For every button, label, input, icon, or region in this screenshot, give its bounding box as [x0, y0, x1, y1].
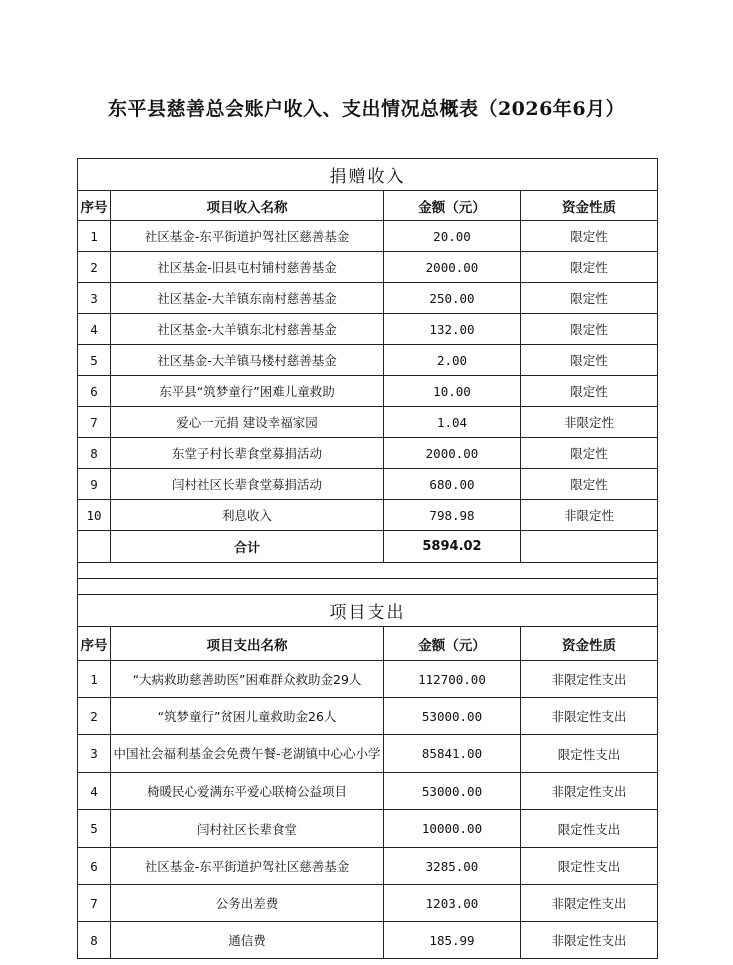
row-name: 东平县“筑梦童行”困难儿童救助 [111, 376, 384, 407]
expense-col-nature: 资金性质 [521, 627, 658, 661]
income-col-nature: 资金性质 [521, 191, 658, 221]
row-name: 利息收入 [111, 500, 384, 531]
expense-header-row [78, 627, 658, 661]
spacer-row [78, 563, 658, 579]
row-no: 6 [78, 848, 111, 885]
expense-row [78, 848, 658, 885]
row-nature: 限定性 [521, 345, 658, 376]
summary-table [77, 158, 658, 959]
row-name: 东堂子村长辈食堂募捐活动 [111, 438, 384, 469]
row-nature: 非限定性支出 [521, 698, 658, 735]
row-nature: 限定性 [521, 314, 658, 345]
income-row [78, 376, 658, 407]
row-nature: 非限定性支出 [521, 922, 658, 959]
row-name: 社区基金-大羊镇马楼村慈善基金 [111, 345, 384, 376]
row-nature: 非限定性 [521, 407, 658, 438]
row-no: 1 [78, 221, 111, 252]
income-row [78, 314, 658, 345]
row-amount: 2000.00 [384, 438, 521, 469]
row-nature: 限定性支出 [521, 810, 658, 848]
row-amount: 132.00 [384, 314, 521, 345]
row-name: “筑梦童行”贫困儿童救助金26人 [111, 698, 384, 735]
row-name: 闫村社区长辈食堂募捐活动 [111, 469, 384, 500]
row-nature: 限定性 [521, 438, 658, 469]
spacer-cell [78, 563, 658, 579]
expense-col-no: 序号 [78, 627, 111, 661]
row-no: 8 [78, 438, 111, 469]
row-name: 爱心一元捐 建设幸福家园 [111, 407, 384, 438]
row-name: 闫村社区长辈食堂 [111, 810, 384, 848]
expense-row [78, 773, 658, 810]
income-col-amount: 金额（元） [384, 191, 521, 221]
row-amount: 53000.00 [384, 773, 521, 810]
row-amount: 10.00 [384, 376, 521, 407]
expense-row [78, 810, 658, 848]
row-amount: 85841.00 [384, 735, 521, 773]
income-row [78, 407, 658, 438]
row-name: “大病救助慈善助医”困难群众救助金29人 [111, 661, 384, 698]
expense-row [78, 922, 658, 959]
row-no: 4 [78, 314, 111, 345]
expense-section-title: 项目支出 [78, 595, 658, 627]
row-no: 9 [78, 469, 111, 500]
expense-row [78, 885, 658, 922]
row-name: 社区基金-东平街道护驾社区慈善基金 [111, 848, 384, 885]
row-name: 公务出差费 [111, 885, 384, 922]
row-amount: 185.99 [384, 922, 521, 959]
row-amount: 798.98 [384, 500, 521, 531]
income-total-row [78, 531, 658, 563]
row-amount: 1203.00 [384, 885, 521, 922]
income-row [78, 221, 658, 252]
total-no-cell [78, 531, 111, 563]
row-amount: 2.00 [384, 345, 521, 376]
document-title: 东平县慈善总会账户收入、支出情况总概表（2026年6月） [107, 98, 626, 120]
income-section-title: 捐赠收入 [78, 159, 658, 191]
expense-col-name: 项目支出名称 [111, 627, 384, 661]
row-no: 4 [78, 773, 111, 810]
expense-col-amount: 金额（元） [384, 627, 521, 661]
expense-section-header [78, 595, 658, 627]
row-name: 社区基金-东平街道护驾社区慈善基金 [111, 221, 384, 252]
spacer-cell [78, 579, 658, 595]
row-no: 7 [78, 885, 111, 922]
row-amount: 112700.00 [384, 661, 521, 698]
row-name: 椅暖民心爱满东平爱心联椅公益项目 [111, 773, 384, 810]
row-no: 1 [78, 661, 111, 698]
income-row [78, 345, 658, 376]
income-header-row [78, 191, 658, 221]
income-row [78, 500, 658, 531]
row-nature: 限定性 [521, 283, 658, 314]
total-nature-cell [521, 531, 658, 563]
expense-row [78, 661, 658, 698]
row-no: 6 [78, 376, 111, 407]
income-row [78, 252, 658, 283]
row-nature: 非限定性 [521, 500, 658, 531]
row-amount: 1.04 [384, 407, 521, 438]
row-name: 社区基金-大羊镇东南村慈善基金 [111, 283, 384, 314]
row-name: 社区基金-大羊镇东北村慈善基金 [111, 314, 384, 345]
row-amount: 3285.00 [384, 848, 521, 885]
row-nature: 非限定性支出 [521, 661, 658, 698]
row-no: 2 [78, 252, 111, 283]
total-label: 合计 [111, 531, 384, 563]
income-col-name: 项目收入名称 [111, 191, 384, 221]
row-name: 通信费 [111, 922, 384, 959]
row-amount: 53000.00 [384, 698, 521, 735]
row-nature: 非限定性支出 [521, 773, 658, 810]
row-no: 2 [78, 698, 111, 735]
row-no: 10 [78, 500, 111, 531]
income-col-no: 序号 [78, 191, 111, 221]
row-no: 5 [78, 810, 111, 848]
income-row [78, 469, 658, 500]
row-nature: 限定性 [521, 221, 658, 252]
income-row [78, 438, 658, 469]
row-amount: 10000.00 [384, 810, 521, 848]
row-amount: 250.00 [384, 283, 521, 314]
row-nature: 限定性支出 [521, 848, 658, 885]
row-amount: 20.00 [384, 221, 521, 252]
row-amount: 680.00 [384, 469, 521, 500]
total-amount: 5894.02 [384, 531, 521, 563]
row-name: 中国社会福利基金会免费午餐-老湖镇中心心小学 [111, 735, 384, 773]
income-row [78, 283, 658, 314]
row-no: 7 [78, 407, 111, 438]
row-nature: 限定性 [521, 469, 658, 500]
income-section-header [78, 159, 658, 191]
expense-row [78, 698, 658, 735]
row-no: 3 [78, 283, 111, 314]
row-nature: 限定性支出 [521, 735, 658, 773]
row-no: 3 [78, 735, 111, 773]
row-name: 社区基金-旧县屯村铺村慈善基金 [111, 252, 384, 283]
row-nature: 限定性 [521, 376, 658, 407]
row-nature: 非限定性支出 [521, 885, 658, 922]
row-nature: 限定性 [521, 252, 658, 283]
row-amount: 2000.00 [384, 252, 521, 283]
expense-row [78, 735, 658, 773]
row-no: 8 [78, 922, 111, 959]
row-no: 5 [78, 345, 111, 376]
spacer-row [78, 579, 658, 595]
